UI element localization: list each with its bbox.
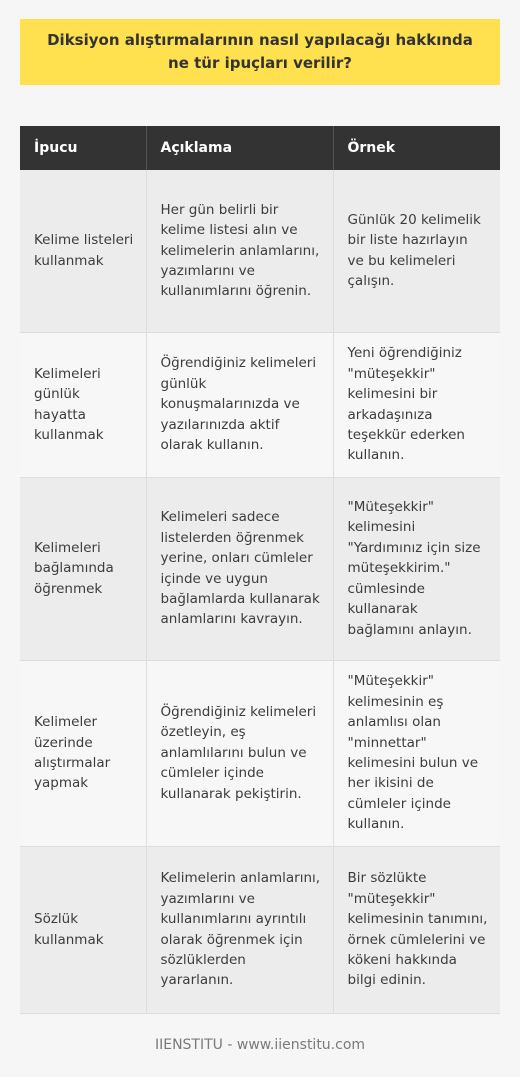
description-cell: Her gün belirli bir kelime listesi alın ve kelimelerin anlamlarını, yazımlarını ve kullanımlarını öğrenin. bbox=[146, 170, 333, 332]
description-cell: Kelimelerin anlamlarını, yazımlarını ve kullanımlarını ayrıntılı olarak öğrenmek için sözlüklerden yararlanın. bbox=[146, 846, 333, 1013]
tip-cell: Kelimeler üzerinde alıştırmalar yapmak bbox=[20, 660, 146, 846]
tip-cell: Kelimeleri günlük hayatta kullanmak bbox=[20, 332, 146, 477]
table-row bbox=[20, 660, 500, 846]
tips-table bbox=[20, 126, 500, 1014]
description-cell: Öğrendiğiniz kelimeleri özetleyin, eş anlamlılarını bulun ve cümleler içinde kullanarak pekiştirin. bbox=[146, 660, 333, 846]
example-cell: Yeni öğrendiğiniz "müteşekkir" kelimesini bir arkadaşınıza teşekkür ederken kullanın. bbox=[333, 332, 500, 477]
page-title: Diksiyon alıştırmalarının nasıl yapılacağı hakkında ne tür ipuçları verilir? bbox=[47, 31, 473, 72]
column-header-description: Açıklama bbox=[146, 126, 333, 170]
description-cell: Kelimeleri sadece listelerden öğrenmek yerine, onları cümleler içinde ve uygun bağlamlarda kullanarak anlamlarını kavrayın. bbox=[146, 477, 333, 660]
table-header-row bbox=[20, 126, 500, 170]
title-banner bbox=[20, 19, 500, 85]
table-row bbox=[20, 332, 500, 477]
example-cell: "Müteşekkir" kelimesinin eş anlamlısı olan "minnettar" kelimesini bulun ve her ikisini de cümleler içinde kullanın. bbox=[333, 660, 500, 846]
example-cell: Günlük 20 kelimelik bir liste hazırlayın ve bu kelimeleri çalışın. bbox=[333, 170, 500, 332]
tip-cell: Sözlük kullanmak bbox=[20, 846, 146, 1013]
table-row bbox=[20, 846, 500, 1013]
description-cell: Öğrendiğiniz kelimeleri günlük konuşmalarınızda ve yazılarınızda aktif olarak kullanın. bbox=[146, 332, 333, 477]
table-row bbox=[20, 477, 500, 660]
example-cell: Bir sözlükte "müteşekkir" kelimesinin tanımını, örnek cümlelerini ve kökeni hakkında bilgi edinin. bbox=[333, 846, 500, 1013]
column-header-tip: İpucu bbox=[20, 126, 146, 170]
tip-cell: Kelimeleri bağlamında öğrenmek bbox=[20, 477, 146, 660]
column-header-example: Örnek bbox=[333, 126, 500, 170]
footer-text: IIENSTITU - www.iienstitu.com bbox=[154, 1037, 366, 1053]
table-row bbox=[20, 170, 500, 332]
tip-cell: Kelime listeleri kullanmak bbox=[20, 170, 146, 332]
example-cell: "Müteşekkir" kelimesini "Yardımınız için size müteşekkirim." cümlesinde kullanarak bağlamını anlayın. bbox=[333, 477, 500, 660]
